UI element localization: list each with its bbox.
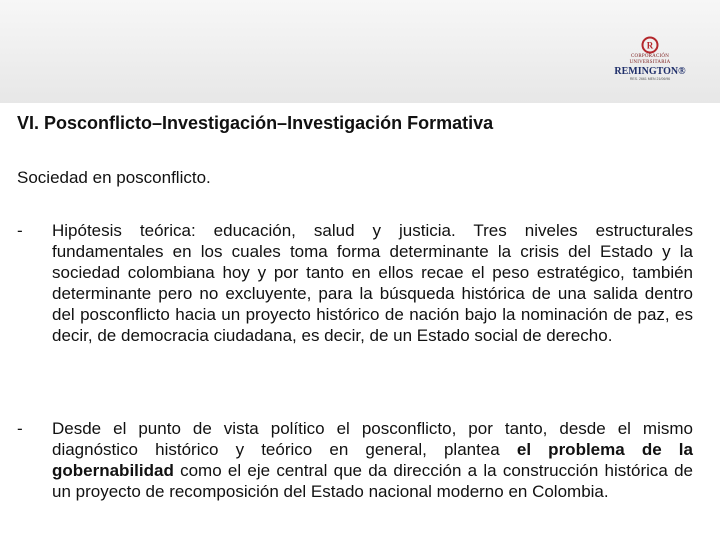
logo-line-2: UNIVERSITARIA	[629, 60, 671, 65]
logo-name: REMINGTON®	[614, 66, 686, 77]
remington-emblem-icon	[640, 36, 660, 54]
logo-resolution: RES. 2661 MEN 21/06/96	[629, 77, 671, 81]
bullet-item-2	[17, 418, 693, 502]
svg-text:R: R	[646, 40, 654, 51]
bullet-marker: -	[17, 419, 23, 438]
bullet-marker: -	[17, 221, 23, 240]
logo-line-1: CORPORACIÓN	[630, 54, 670, 59]
bullet-text-emphasis: el problema de la gobernabilidad	[52, 440, 693, 480]
slide-subtitle: Sociedad en posconflicto.	[17, 168, 211, 187]
bullet-text-part: Desde el punto de vista político el posconflicto, por tanto, desde el mismo diagnóstico histórico y teórico en general, plantea	[52, 419, 693, 459]
bullet-item-1	[17, 220, 693, 346]
bullet-text	[52, 418, 693, 502]
bullet-text-part: como el eje central que da dirección a la construcción histórica de un proyecto de recomposición del Estado nacional moderno en Colombia.	[52, 461, 693, 501]
university-logo	[612, 36, 688, 96]
bullet-text: Hipótesis teórica: educación, salud y justicia. Tres niveles estructurales fundamentales en los cuales toma forma determinante la crisis del Estado y la sociedad colombiana hoy y por tanto en ellos recae el peso estratégico, también determinante pero no excluyente, para la búsqueda histórica de una salida dentro del posconflicto hacia un proyecto histórico de nación bajo la nominación de paz, es decir, de democracia ciudadana, es decir, de un Estado social de derecho.	[52, 221, 693, 345]
slide-title: VI. Posconflicto–Investigación–Investigación Formativa	[17, 113, 494, 133]
